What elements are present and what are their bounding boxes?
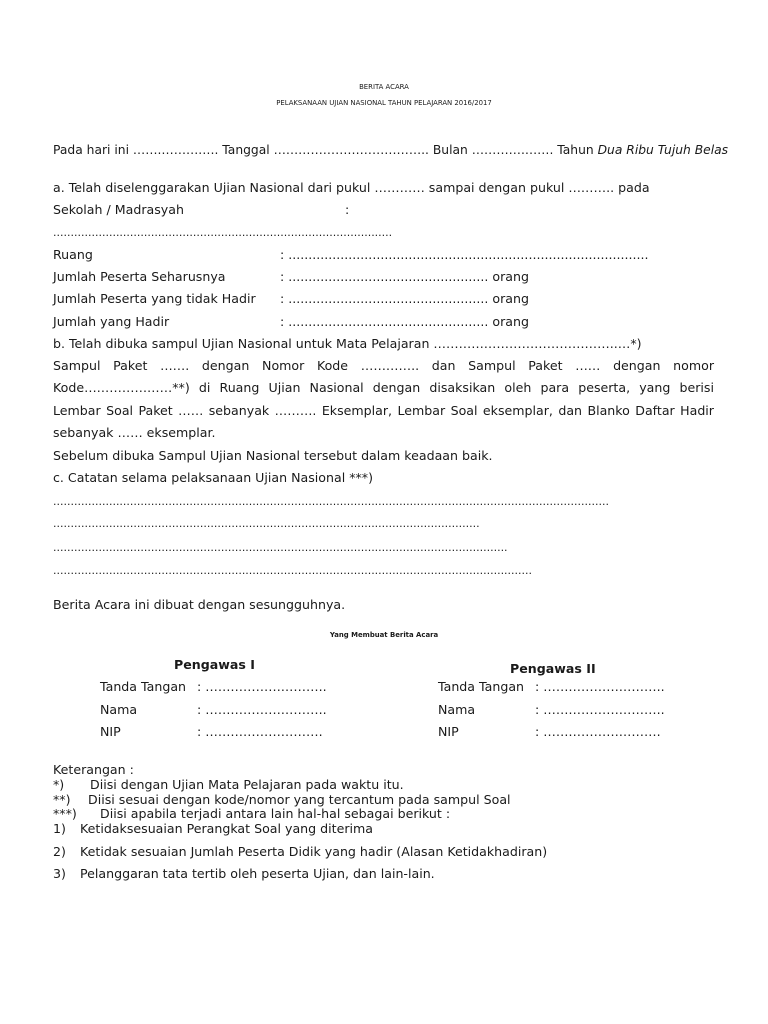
field-label-seharusnya: Jumlah Peserta Seharusnya — [53, 269, 226, 284]
pengawas-1-ttd-value: : ……………………….. — [197, 679, 327, 694]
field-label-tidak-hadir: Jumlah Peserta yang tidak Hadir — [53, 291, 256, 306]
section-a-line: a. Telah diselenggarakan Ujian Nasional dari pukul ………… sampai dengan pukul ……….. pada — [53, 180, 650, 195]
note-text: Diisi apabila terjadi antara lain hal-hal sebagai berikut : — [100, 806, 451, 821]
section-b-line: b. Telah dibuka sampul Ujian Nasional untuk Mata Pelajaran ……………………………………..…*) — [53, 336, 642, 351]
field-value-tidak-hadir: : .................................................. orang — [280, 291, 529, 306]
pengawas-1-nip-label: NIP — [100, 724, 121, 739]
pengawas-1-ttd-label: Tanda Tangan — [100, 679, 187, 694]
section-b-closing: Sebelum dibuka Sampul Ujian Nasional tersebut dalam keadaan baik. — [53, 448, 493, 463]
pengawas-2-nama-label: Nama — [438, 702, 476, 717]
pengawas-1-nama-label: Nama — [100, 702, 138, 717]
list-item-text: Ketidak sesuaian Jumlah Peserta Didik yang hadir (Alasan Ketidakhadiran) — [80, 844, 548, 859]
section-b-para-line: Lembar Soal Paket …… sebanyak ………. Eksemplar, Lembar Soal eksemplar, dan Blanko Daftar Hadir — [53, 403, 714, 418]
pengawas-2-ttd-value: : ……………………….. — [535, 679, 665, 694]
intro-text: Pada hari ini …….……….…. Tanggal ……………………………….. Bulan ………….……. Tahun — [53, 143, 598, 157]
notes-heading: Keterangan : — [53, 762, 134, 777]
note-mark: *) — [53, 777, 65, 792]
statement: Berita Acara ini dibuat dengan sesungguhnya. — [53, 597, 346, 612]
note-text: Diisi dengan Ujian Mata Pelajaran pada waktu itu. — [90, 777, 404, 792]
section-b-para-last: sebanyak …… eksemplar. — [53, 425, 216, 440]
school-colon: : — [345, 202, 350, 217]
section-b-para-line: Sampul Paket ……. dengan Nomor Kode ………….. dan Sampul Paket …… dengan nomor — [53, 358, 714, 373]
document-subtitle: PELAKSANAAN UJIAN NASIONAL TAHUN PELAJARAN 2016/2017 — [276, 99, 492, 107]
list-item-text: Ketidaksesuaian Perangkat Soal yang diterima — [80, 821, 373, 836]
field-value-hadir: : .................................................. orang — [280, 314, 529, 329]
section-b-para-line: Kode…………………**) di Ruang Ujian Nasional dengan disaksikan oleh para peserta, yang berisi — [53, 380, 714, 395]
document-title: BERITA ACARA — [359, 83, 409, 91]
notes-dot-line: .................................................................................................................................. — [53, 541, 508, 554]
field-label-ruang: Ruang — [53, 247, 93, 262]
pengawas-2-nip-label: NIP — [438, 724, 459, 739]
school-dots: ................................................................................................. — [53, 226, 393, 239]
note-mark: **) — [53, 792, 71, 807]
school-label: Sekolah / Madrasyah — [53, 202, 184, 217]
list-number: 2) — [53, 844, 66, 859]
field-value-seharusnya: : .................................................. orang — [280, 269, 529, 284]
pengawas-2-ttd-label: Tanda Tangan — [438, 679, 525, 694]
list-number: 3) — [53, 866, 66, 881]
intro-line — [53, 142, 728, 158]
pengawas-2-nip-value: : ………………………. — [535, 724, 661, 739]
notes-dot-line: ............................................................................................................................................................... — [53, 495, 609, 508]
list-number: 1) — [53, 821, 66, 836]
intro-year-words: Dua Ribu Tujuh Belas — [597, 143, 729, 157]
pengawas-1-nama-value: : ……………………….. — [197, 702, 327, 717]
pengawas-2-title: Pengawas II — [510, 661, 596, 676]
note-text: Diisi sesuai dengan kode/nomor yang tercantum pada sampul Soal — [88, 792, 511, 807]
notes-dot-line: .......................................................................................................................... — [53, 517, 480, 530]
pengawas-1-nip-value: : ………………………. — [197, 724, 323, 739]
field-label-hadir: Jumlah yang Hadir — [53, 314, 170, 329]
list-item-text: Pelanggaran tata tertib oleh peserta Ujian, dan lain-lain. — [80, 866, 435, 881]
notes-dot-line: ......................................................................................................................................... — [53, 564, 533, 577]
pengawas-2-nama-value: : ……………………….. — [535, 702, 665, 717]
field-value-ruang: : .......................................................................................... — [280, 247, 649, 262]
signatures-heading: Yang Membuat Berita Acara — [329, 631, 439, 639]
note-mark: ***) — [53, 806, 77, 821]
pengawas-1-title: Pengawas I — [174, 657, 255, 672]
section-c-line: c. Catatan selama pelaksanaan Ujian Nasional ***) — [53, 470, 374, 485]
